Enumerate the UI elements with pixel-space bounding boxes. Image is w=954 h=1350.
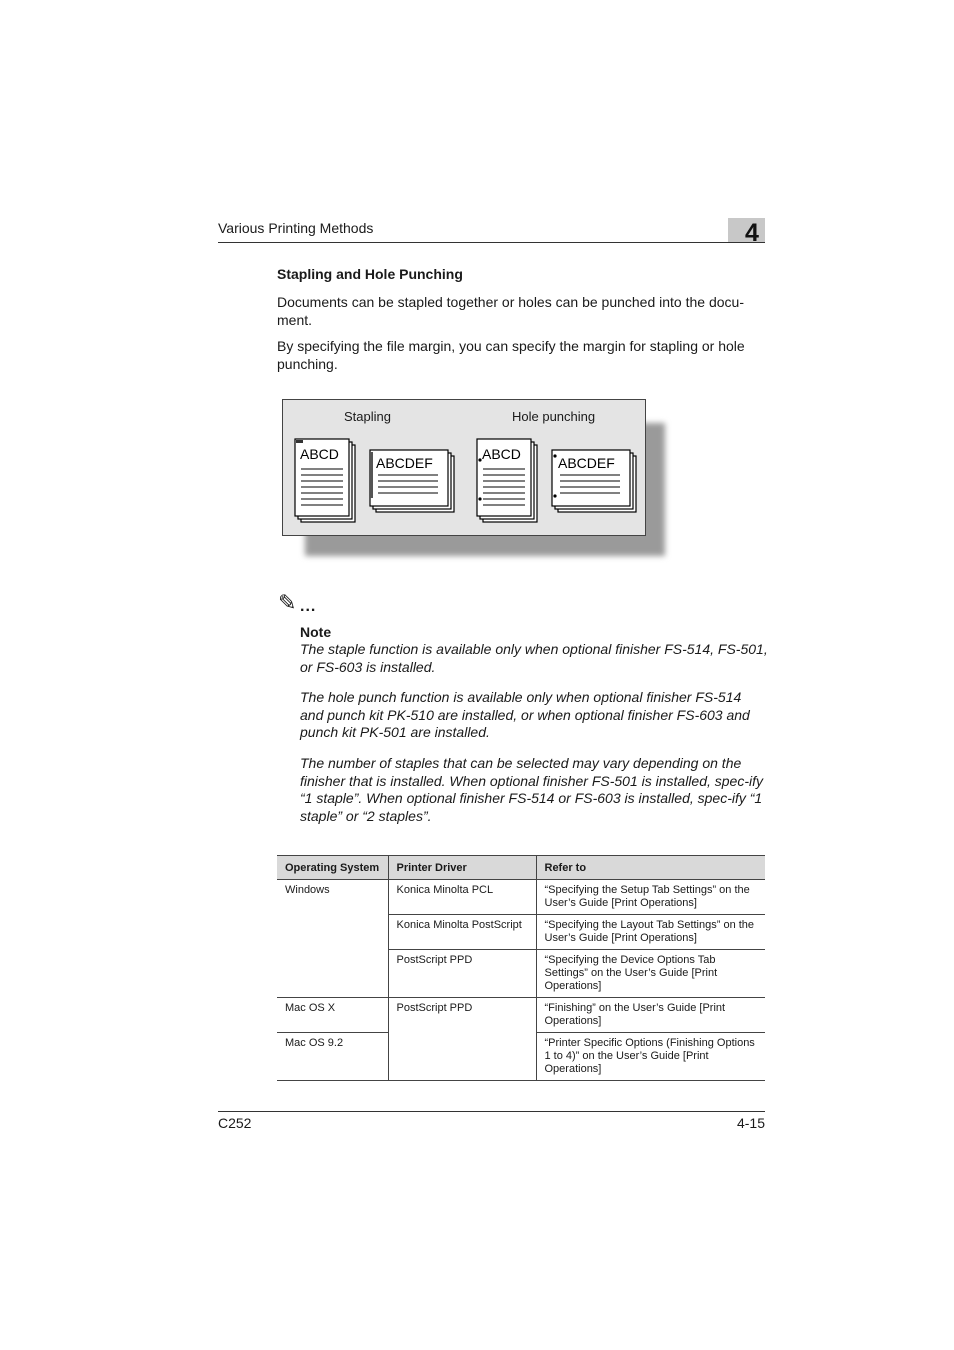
sheet-label: ABCDEF [376, 455, 433, 471]
note-dots: ... [300, 598, 317, 615]
column-header: Printer Driver [388, 856, 536, 880]
paragraph: By specifying the file margin, you can specify the margin for stapling or hole punching. [277, 338, 745, 372]
footer-model: C252 [218, 1115, 252, 1131]
note-text: The hole punch function is available only when optional finisher FS-514 and punch kit PK-510 are installed, or when optional finisher FS-603 and punch kit PK-501 are installed. [300, 689, 750, 741]
footer-rule [218, 1111, 765, 1112]
table-cell: “Specifying the Layout Tab Settings” on the User’s Guide [Print Operations] [536, 915, 765, 950]
staple-mark [370, 452, 373, 498]
note-text: The staple function is available only when optional finisher FS-514, FS-501, or FS-603 is installed. [300, 641, 768, 675]
paragraph: Documents can be stapled together or holes can be punched into the docu-ment. [277, 294, 744, 328]
table-cell: Windows [277, 880, 388, 998]
punch-hole [553, 454, 556, 457]
table-cell: PostScript PPD [388, 998, 536, 1081]
header-rule [218, 242, 765, 243]
table-cell: “Finishing” on the User’s Guide [Print Operations] [536, 998, 765, 1033]
sheet-label: ABCD [482, 446, 521, 462]
note-text: The number of staples that can be selected may vary depending on the finisher that is installed. When optional finisher FS-501 is installed, spec-ify “1 staple”. When optional finisher FS-514 or FS-603 is installed, spec-ify “1 staple” or “2 staples”. [300, 755, 763, 824]
document-stacks [282, 399, 646, 536]
pencil-icon: ✎ [278, 590, 297, 615]
punch-hole [553, 494, 556, 497]
table-cell: PostScript PPD [388, 950, 536, 998]
stapling-label: Stapling [344, 409, 391, 424]
column-header: Operating System [277, 856, 388, 880]
sheet-label: ABCDEF [558, 455, 615, 471]
column-header: Refer to [536, 856, 765, 880]
table-row [277, 880, 765, 915]
sheet-label: ABCD [300, 446, 339, 462]
table-row [277, 998, 765, 1033]
table-cell: Konica Minolta PostScript [388, 915, 536, 950]
table-cell: Mac OS 9.2 [277, 1033, 388, 1081]
reference-table [277, 855, 765, 1081]
page-number: 4-15 [736, 1115, 765, 1131]
running-header: Various Printing Methods [218, 220, 374, 236]
table-cell: “Printer Specific Options (Finishing Options 1 to 4)” on the User’s Guide [Print Operations] [536, 1033, 765, 1081]
section-title: Stapling and Hole Punching [277, 266, 463, 282]
staple-mark [296, 440, 303, 443]
hole-punching-label: Hole punching [512, 409, 596, 424]
table-cell: “Specifying the Device Options Tab Settings” on the User’s Guide [Print Operations] [536, 950, 765, 998]
punch-hole [478, 497, 481, 500]
table-cell: Konica Minolta PCL [388, 880, 536, 915]
table-header-row [277, 856, 765, 880]
chapter-number: 4 [745, 219, 759, 247]
note-title: Note [300, 624, 332, 640]
table-cell: Mac OS X [277, 998, 388, 1033]
table-cell: “Specifying the Setup Tab Settings” on the User’s Guide [Print Operations] [536, 880, 765, 915]
